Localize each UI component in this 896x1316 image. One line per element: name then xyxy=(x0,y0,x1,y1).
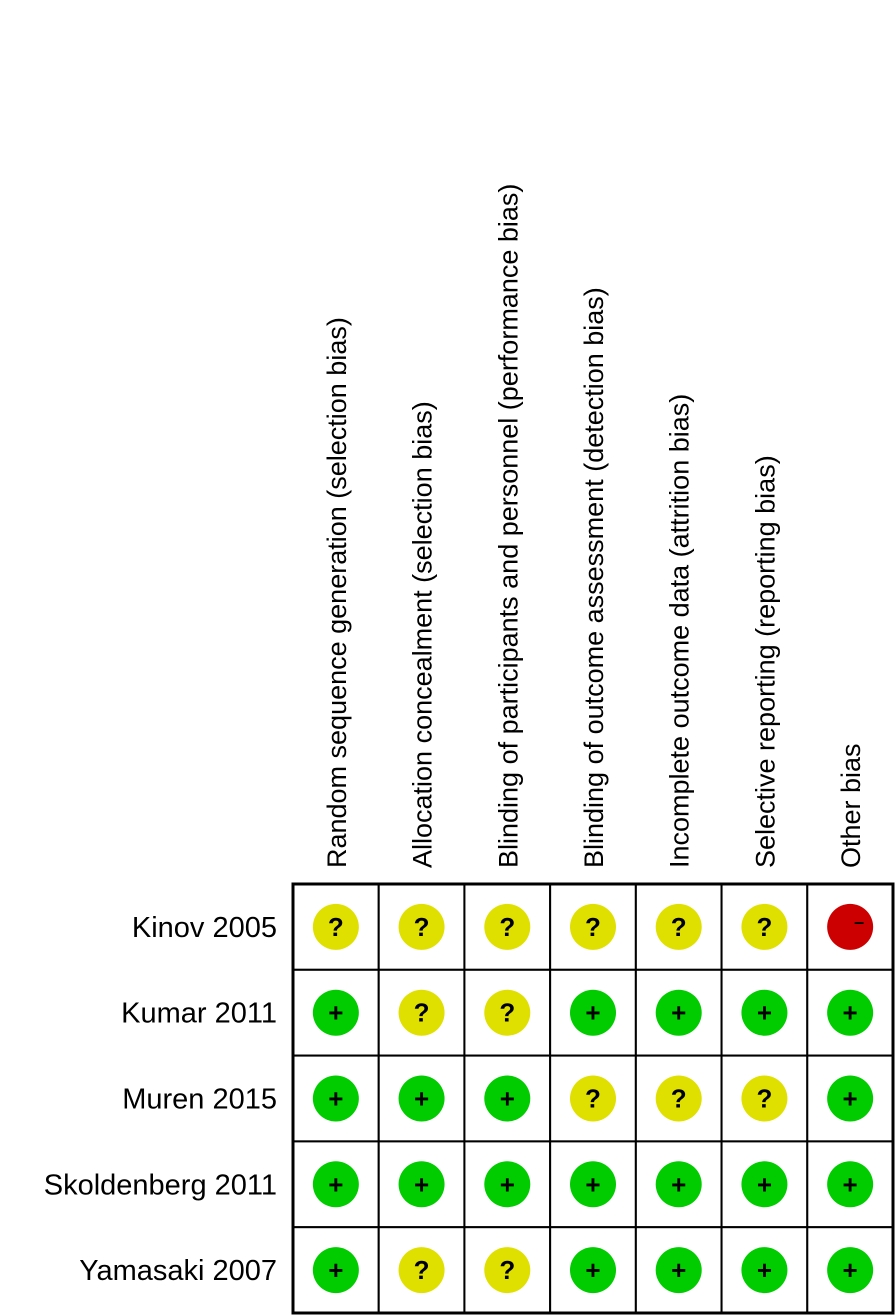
domain-label-incomplete-outcome-data-attrition-bias: Incomplete outcome data (attrition bias) xyxy=(664,393,695,868)
judgement-low-symbol: + xyxy=(756,997,773,1028)
judgement-grid xyxy=(293,884,893,1313)
judgement-unclear-symbol: ? xyxy=(585,1083,601,1114)
judgement-low-symbol: + xyxy=(585,997,601,1028)
judgement-low-symbol: + xyxy=(499,1083,515,1114)
judgement-unclear-symbol: ? xyxy=(585,911,601,942)
judgement-low-symbol: + xyxy=(413,1083,430,1114)
judgement-low-symbol: + xyxy=(328,1169,344,1200)
judgement-low-symbol: + xyxy=(756,1169,773,1200)
domain-label-blinding-of-participants-and-personnel-performance-bias: Blinding of participants and personnel (performance bias) xyxy=(493,183,524,868)
judgement-unclear-symbol: ? xyxy=(499,911,516,942)
judgement-low-symbol: + xyxy=(671,997,687,1028)
judgement-high-symbol: – xyxy=(854,911,865,932)
domain-label-blinding-of-outcome-assessment-detection-bias: Blinding of outcome assessment (detection bias) xyxy=(579,287,609,868)
judgement-low-symbol: + xyxy=(328,1255,344,1286)
study-label-kumar-2011: Kumar 2011 xyxy=(121,997,277,1030)
judgement-low-symbol: + xyxy=(756,1255,773,1286)
judgement-unclear-symbol: ? xyxy=(670,911,687,942)
judgement-low-symbol: + xyxy=(413,1169,430,1200)
judgement-unclear-symbol: ? xyxy=(499,1255,516,1286)
judgement-unclear-symbol: ? xyxy=(413,997,430,1028)
study-label-muren-2015: Muren 2015 xyxy=(122,1083,277,1116)
judgement-low-symbol: + xyxy=(842,1255,858,1286)
judgement-low-symbol: + xyxy=(499,1169,515,1200)
judgement-low-symbol: + xyxy=(842,1083,858,1114)
judgement-low-symbol: + xyxy=(328,997,344,1028)
judgement-unclear-symbol: ? xyxy=(756,911,773,942)
domain-label-allocation-concealment-selection-bias: Allocation concealment (selection bias) xyxy=(407,401,438,868)
domain-label-selective-reporting-reporting-bias: Selective reporting (reporting bias) xyxy=(750,455,781,868)
judgement-unclear-symbol: ? xyxy=(670,1083,687,1114)
study-label-yamasaki-2007: Yamasaki 2007 xyxy=(79,1255,277,1288)
judgement-low-symbol: + xyxy=(842,1169,858,1200)
judgement-low-symbol: + xyxy=(842,997,858,1028)
judgement-unclear-symbol: ? xyxy=(756,1083,773,1114)
judgement-unclear-symbol: ? xyxy=(413,1255,430,1286)
study-labels xyxy=(44,912,277,1287)
judgement-unclear-symbol: ? xyxy=(413,911,430,942)
domain-label-other-bias: Other bias xyxy=(836,743,867,868)
study-label-kinov-2005: Kinov 2005 xyxy=(131,911,277,944)
judgement-high-circle xyxy=(827,904,873,950)
judgement-low-symbol: + xyxy=(328,1083,344,1114)
judgement-low-symbol: + xyxy=(585,1169,601,1200)
judgement-unclear-symbol: ? xyxy=(327,911,344,942)
domain-label-random-sequence-generation-selection-bias: Random sequence generation (selection bias) xyxy=(321,317,352,868)
judgement-low-symbol: + xyxy=(671,1169,687,1200)
domain-labels xyxy=(322,184,866,868)
judgement-low-symbol: + xyxy=(671,1255,687,1286)
study-label-skoldenberg-2011: Skoldenberg 2011 xyxy=(43,1169,277,1202)
judgement-unclear-symbol: ? xyxy=(499,997,516,1028)
judgement-low-symbol: + xyxy=(585,1255,601,1286)
